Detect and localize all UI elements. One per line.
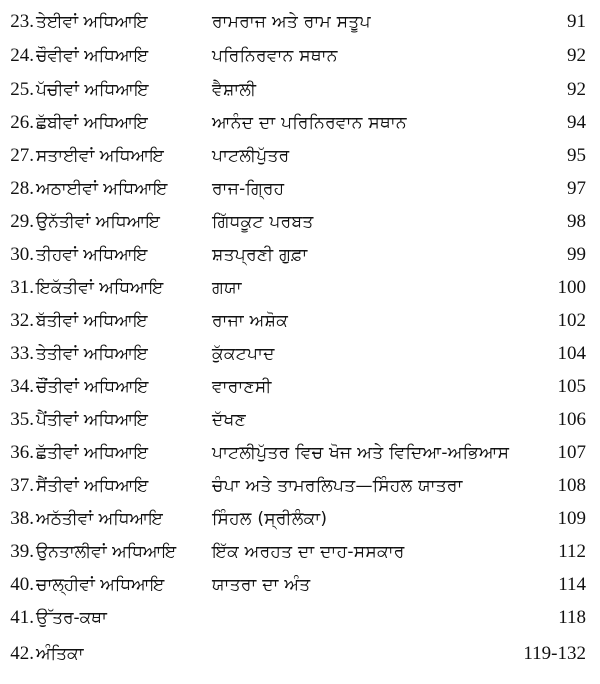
- chapter-title: ਗਿੱਧਕੂਟ ਪਰਬਤ: [212, 212, 314, 232]
- chapter-label: ਅੰਤਿਕਾ: [36, 644, 84, 664]
- chapter-number: 38.: [10, 508, 34, 529]
- page-number: 112: [558, 541, 586, 562]
- chapter-number: 29.: [10, 211, 34, 232]
- page-number: 98: [567, 211, 586, 232]
- chapter-label: ਛੱਬੀਵਾਂ ਅਧਿਆਇ: [36, 113, 148, 133]
- chapter-title: ਸ਼ਤਪ੍ਰਣੀ ਗੁਫ਼ਾ: [212, 245, 308, 265]
- page-number: 99: [567, 244, 586, 265]
- chapter-number: 27.: [10, 145, 34, 166]
- toc-entry: [0, 569, 600, 601]
- chapter-title: ਇੱਕ ਅਰਹਤ ਦਾ ਦਾਹ-ਸਸਕਾਰ: [212, 542, 405, 562]
- chapter-title: ਸਿੰਹਲ (ਸ੍ਰੀਲੰਕਾ): [212, 509, 328, 529]
- chapter-title: ਪਰਿਨਿਰਵਾਨ ਸਥਾਨ: [212, 46, 338, 66]
- chapter-title: ਕੁੱਕਟਪਾਦ: [212, 344, 275, 364]
- toc-entry: [0, 371, 600, 403]
- chapter-number: 23.: [10, 11, 34, 32]
- toc-entry: [0, 305, 600, 337]
- toc-entry: [0, 40, 600, 72]
- page-number: 91: [567, 11, 586, 32]
- chapter-number: 32.: [10, 310, 34, 331]
- chapter-label: ਚਾਲ੍ਹੀਵਾਂ ਅਧਿਆਇ: [36, 575, 165, 595]
- toc-entry: [0, 638, 600, 670]
- chapter-label: ਚੌਂਤੀਵਾਂ ਅਧਿਆਇ: [36, 377, 149, 397]
- chapter-title: ਗਯਾ: [212, 278, 242, 298]
- chapter-title: ਚੰਪਾ ਅਤੇ ਤਾਮਰਲਿਪਤ—ਸਿੰਹਲ ਯਾਤਰਾ: [212, 476, 463, 496]
- toc-entry: [0, 338, 600, 370]
- toc-entry: [0, 74, 600, 106]
- chapter-title: ਰਾਜਾ ਅਸ਼ੋਕ: [212, 311, 289, 331]
- chapter-title: ਰਾਮਰਾਜ ਅਤੇ ਰਾਮ ਸਤੂਪ: [212, 12, 371, 32]
- chapter-title: ਵੈਸ਼ਾਲੀ: [212, 80, 257, 100]
- chapter-number: 34.: [10, 376, 34, 397]
- chapter-number: 25.: [10, 79, 34, 100]
- chapter-number: 42.: [10, 643, 34, 664]
- toc-entry: [0, 503, 600, 535]
- page-number: 92: [567, 79, 586, 100]
- chapter-number: 40.: [10, 574, 34, 595]
- page-number: 107: [557, 442, 586, 463]
- chapter-title: ਯਾਤਰਾ ਦਾ ਅੰਤ: [212, 575, 311, 595]
- toc-entry: [0, 536, 600, 568]
- page-number: 95: [567, 145, 586, 166]
- chapter-title: ਵਾਰਾਣਸੀ: [212, 377, 272, 397]
- chapter-label: ਉਨਤਾਲੀਵਾਂ ਅਧਿਆਇ: [36, 542, 177, 562]
- chapter-number: 30.: [10, 244, 34, 265]
- page-number: 119-132: [523, 643, 586, 664]
- chapter-title: ਰਾਜ-ਗ੍ਰਿਹ: [212, 179, 285, 199]
- page-number: 97: [567, 178, 586, 199]
- page-number: 118: [558, 607, 586, 628]
- toc-entry: [0, 107, 600, 139]
- chapter-title: ਦੱਖਣ: [212, 410, 246, 430]
- chapter-label: ਛੱਤੀਵਾਂ ਅਧਿਆਇ: [36, 443, 149, 463]
- chapter-label: ਤੇਤੀਵਾਂ ਅਧਿਆਇ: [36, 344, 148, 364]
- toc-entry: [0, 206, 600, 238]
- chapter-label: ਤੀਹਵਾਂ ਅਧਿਆਇ: [36, 245, 148, 265]
- chapter-label: ਉਨੱਤੀਵਾਂ ਅਧਿਆਇ: [36, 212, 160, 232]
- toc-entry: [0, 6, 600, 38]
- toc-entry: [0, 602, 600, 634]
- chapter-label: ਬੱਤੀਵਾਂ ਅਧਿਆਇ: [36, 311, 148, 331]
- toc-entry: [0, 239, 600, 271]
- toc-entry: [0, 173, 600, 205]
- chapter-label: ਉੱਤਰ-ਕਥਾ: [36, 608, 107, 628]
- chapter-number: 28.: [10, 178, 34, 199]
- chapter-title: ਪਾਟਲੀਪੁੱਤਰ ਵਿਚ ਖੋਜ ਅਤੇ ਵਿਦਿਆ-ਅਭਿਆਸ: [212, 443, 510, 463]
- chapter-number: 31.: [10, 277, 34, 298]
- page-number: 108: [557, 475, 586, 496]
- page-number: 109: [557, 508, 586, 529]
- chapter-label: ਚੌਵੀਵਾਂ ਅਧਿਆਇ: [36, 46, 149, 66]
- chapter-number: 24.: [10, 45, 34, 66]
- chapter-number: 26.: [10, 112, 34, 133]
- chapter-title: ਆਨੰਦ ਦਾ ਪਰਿਨਿਰਵਾਨ ਸਥਾਨ: [212, 113, 407, 133]
- chapter-label: ਅਠੱਤੀਵਾਂ ਅਧਿਆਇ: [36, 509, 163, 529]
- chapter-label: ਤੇਈਵਾਂ ਅਧਿਆਇ: [36, 12, 148, 32]
- toc-entry: [0, 404, 600, 436]
- chapter-number: 33.: [10, 343, 34, 364]
- chapter-label: ਅਠਾਈਵਾਂ ਅਧਿਆਇ: [36, 179, 168, 199]
- page-number: 102: [557, 310, 586, 331]
- page-number: 92: [567, 45, 586, 66]
- chapter-label: ਪੱਚੀਵਾਂ ਅਧਿਆਇ: [36, 80, 149, 100]
- toc-entry: [0, 437, 600, 469]
- page-number: 114: [558, 574, 586, 595]
- chapter-label: ਪੈਂਤੀਵਾਂ ਅਧਿਆਇ: [36, 410, 148, 430]
- page-number: 104: [557, 343, 586, 364]
- toc-entry: [0, 272, 600, 304]
- chapter-number: 41.: [10, 607, 34, 628]
- chapter-label: ਸੈਂਤੀਵਾਂ ਅਧਿਆਇ: [36, 476, 149, 496]
- chapter-number: 36.: [10, 442, 34, 463]
- chapter-label: ਇਕੱਤੀਵਾਂ ਅਧਿਆਇ: [36, 278, 164, 298]
- toc-entry: [0, 470, 600, 502]
- page-number: 100: [557, 277, 586, 298]
- page-number: 94: [567, 112, 586, 133]
- chapter-number: 37.: [10, 475, 34, 496]
- page-number: 106: [557, 409, 586, 430]
- chapter-title: ਪਾਟਲੀਪੁੱਤਰ: [212, 146, 290, 166]
- toc-entry: [0, 140, 600, 172]
- chapter-label: ਸਤਾਈਵਾਂ ਅਧਿਆਇ: [36, 146, 164, 166]
- page-number: 105: [557, 376, 586, 397]
- chapter-number: 39.: [10, 541, 34, 562]
- chapter-number: 35.: [10, 409, 34, 430]
